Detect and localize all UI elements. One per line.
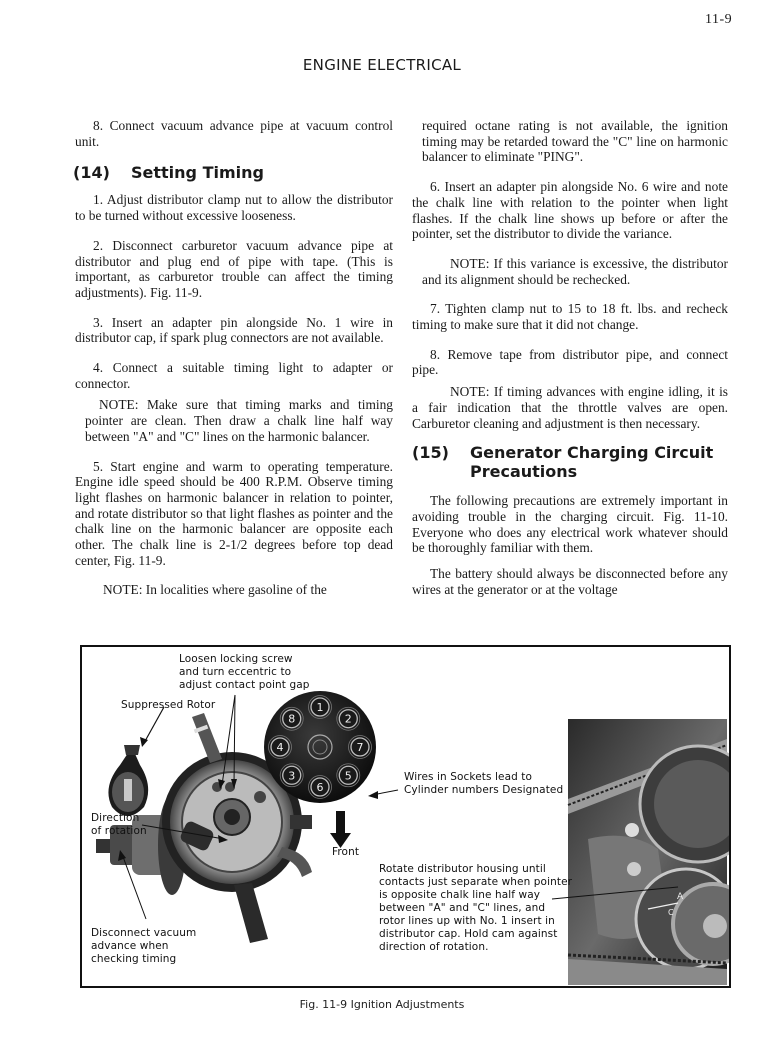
label-suppressed-rotor: Suppressed Rotor <box>121 699 216 711</box>
label-loosen-screw: Loosen locking screw and turn eccentric to adjust contact point gap <box>179 653 310 691</box>
paragraph-precautions: The following precautions are extremely important in avoiding trouble in the charging circuit. Fig. 11-10. Everyone who does any electrical work whatever should be thoroughly familiar with them. <box>412 493 728 556</box>
balancer-mark-c: C <box>668 908 674 917</box>
step-7: 7. Tighten clamp nut to 15 to 18 ft. lbs. and recheck timing to make sure that it did not change. <box>412 301 728 333</box>
cap-socket-number: 2 <box>344 712 352 726</box>
section-heading-15 <box>412 443 728 481</box>
page-number: 11-9 <box>705 12 733 27</box>
cap-socket-number: 8 <box>288 712 296 726</box>
step-4: 4. Connect a suitable timing light to adapter or connector. <box>75 360 393 391</box>
cap-socket-number: 4 <box>276 741 284 754</box>
section-title: Generator Charging Circuit Precautions <box>470 443 714 482</box>
running-head: ENGINE ELECTRICAL <box>302 56 462 74</box>
label-front: Front <box>332 846 360 858</box>
engine-photo <box>568 719 729 985</box>
right-column <box>412 118 728 597</box>
cap-socket-number: 1 <box>316 701 324 714</box>
step-2: 2. Disconnect carburetor vacuum advance pipe at distributor and plug end of pipe with tape. (This is important, as carburetor trouble can affect the timing adjustments). Fig. 11-9. <box>75 237 393 300</box>
cap-socket-number: 6 <box>316 781 324 794</box>
label-disconnect-vacuum: Disconnect vacuum advance when checking timing <box>91 927 197 965</box>
note-gasoline-continued: required octane rating is not available, the ignition timing may be retarded toward the "C" line on harmonic balancer to eliminate "PING". <box>422 118 728 165</box>
front-arrow-icon <box>330 811 351 848</box>
step-1: 1. Adjust distributor clamp nut to allow the distributor to be turned without excessive looseness. <box>75 192 393 224</box>
label-rotate-housing: Rotate distributor housing until contacts just separate when pointer is opposite chalk line half way between "A" and "C" lines, and rotor lines up with No. 1 insert in distributor cap. Hold cam against direction of rotation. <box>379 863 573 953</box>
note-timing-marks: NOTE: Make sure that timing marks and timing pointer are clean. Then draw a chalk line half way between "A" and "C" lines on the harmonic balancer. <box>85 397 393 444</box>
cap-socket-number: 3 <box>288 769 296 783</box>
note-gasoline-start: NOTE: In localities where gasoline of the <box>103 582 327 598</box>
balancer-mark-a: A <box>677 892 684 902</box>
label-wires-sockets: Wires in Sockets lead to Cylinder numbers Designated <box>404 771 564 796</box>
section-title: Setting Timing <box>131 163 264 183</box>
figure-caption: Fig. 11-9 Ignition Adjustments <box>299 998 465 1011</box>
step-3: 3. Insert an adapter pin alongside No. 1 wire in distributor cap, if spark plug connectors are not available. <box>75 314 393 346</box>
cap-socket-number: 7 <box>356 741 364 754</box>
step-5: 5. Start engine and warm to operating temperature. Engine idle speed should be 400 R.P.M. Observe timing light flashes on harmonic balancer in relation to pointer, and rotate distributor so that light flashes as pointer and the chalk line on the harmonic balancer are opposite each other. The chalk line is 2-1/2 degrees before top dead center, Fig. 11-9. <box>75 458 393 568</box>
note-throttle-valves: NOTE: If timing advances with engine idling, it is a fair indication that the throttle valves are open. Carburetor cleaning and adjustment is then necessary. <box>412 384 728 431</box>
note-variance: NOTE: If this variance is excessive, the distributor and its alignment should be rechecked. <box>422 255 728 287</box>
paragraph-battery: The battery should always be disconnected before any wires at the generator or at the voltage <box>412 566 728 597</box>
section-number: (15) <box>412 443 449 463</box>
step-8: 8. Remove tape from distributor pipe, and connect pipe. <box>412 346 728 378</box>
left-column <box>75 118 393 598</box>
cap-socket-number: 5 <box>344 769 352 783</box>
section-number: (14) <box>73 163 110 183</box>
paragraph-connect-vacuum: 8. Connect vacuum advance pipe at vacuum control unit. <box>75 118 393 149</box>
figure-ignition-adjustments <box>80 645 731 988</box>
rotor-icon <box>108 745 148 816</box>
section-heading-14 <box>73 163 393 182</box>
label-direction-rotation: Direction of rotation <box>91 812 147 837</box>
step-6: 6. Insert an adapter pin alongside No. 6 wire and note the chalk line with relation to the pointer when light flashes. If the chalk line shows up before or after the pointer, set the distributor to divide the variance. <box>412 179 728 242</box>
